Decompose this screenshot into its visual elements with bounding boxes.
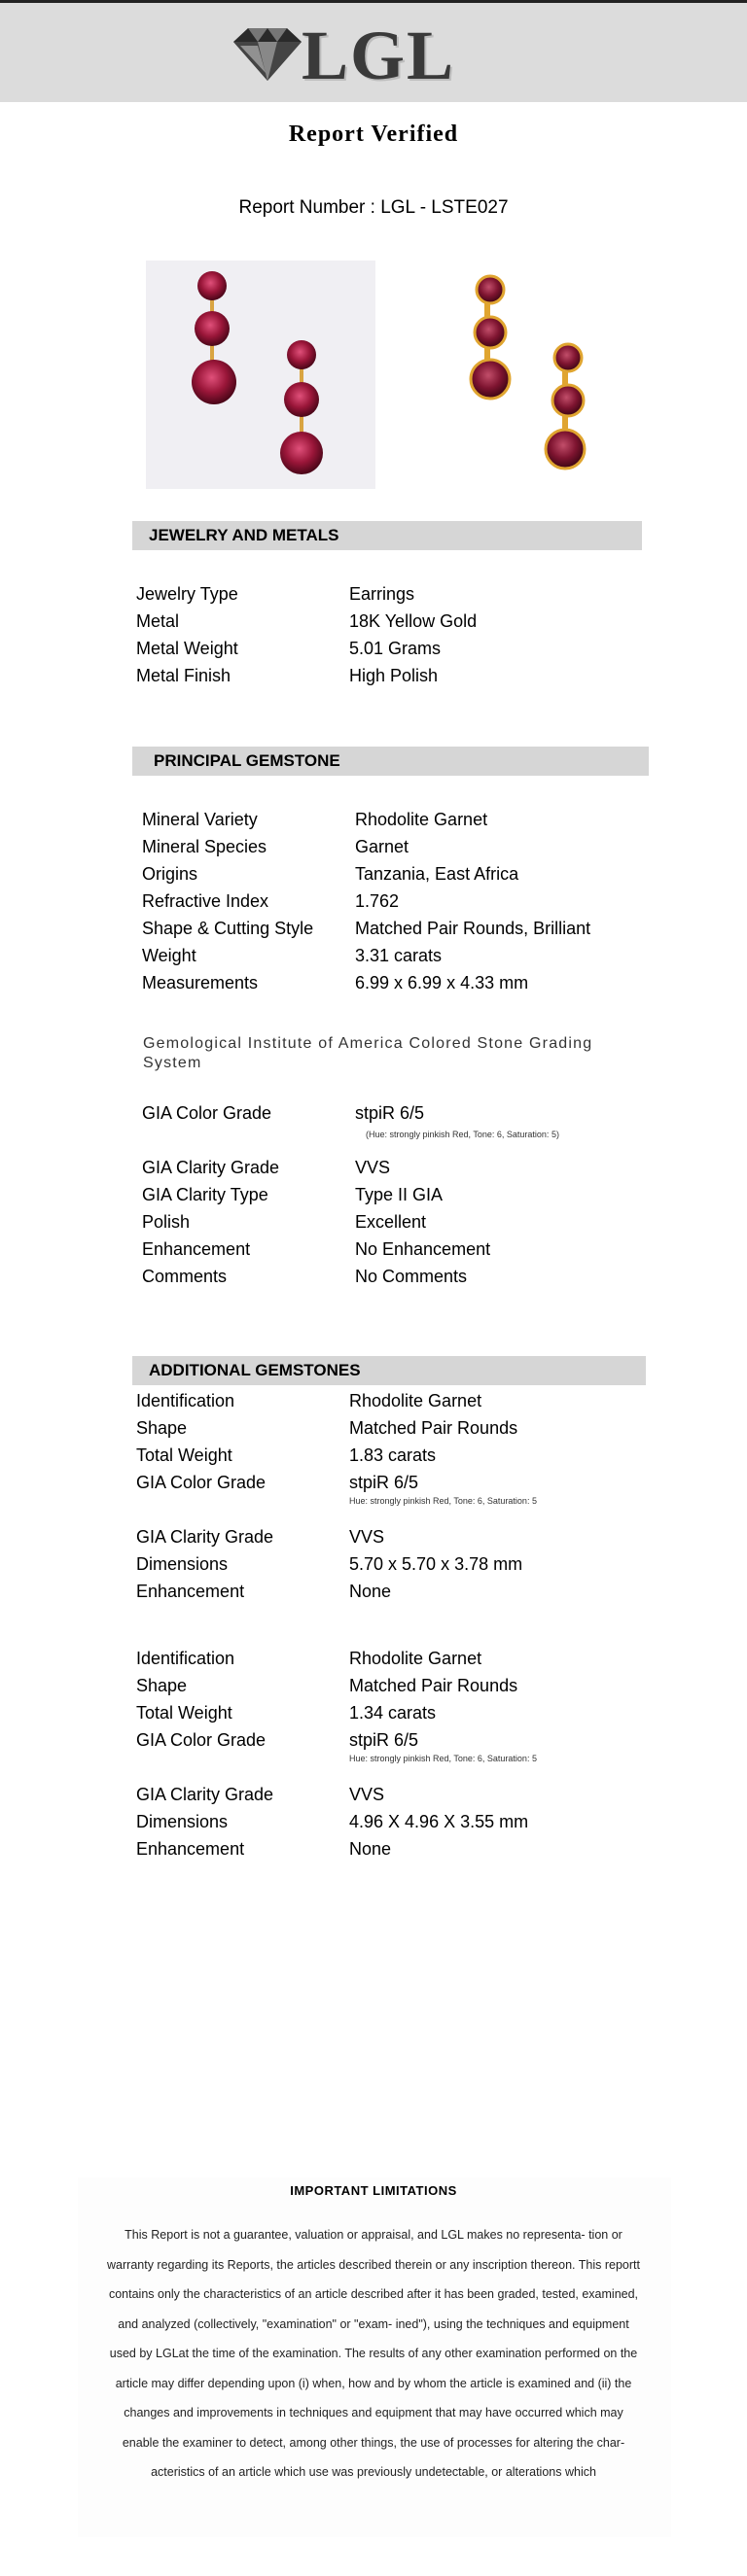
color-grade-note: (Hue: strongly pinkish Red, Tone: 6, Saturation: 5) xyxy=(366,1130,559,1139)
earring-photo-front xyxy=(146,261,375,489)
header-bar xyxy=(0,3,747,102)
row-value: stpiR 6/5 xyxy=(349,1730,419,1750)
row-value: Matched Pair Rounds xyxy=(349,1418,518,1438)
lgl-logo[interactable] xyxy=(229,15,481,92)
row-label: GIA Clarity Grade xyxy=(136,1527,274,1547)
page-title: Report Verified xyxy=(288,122,459,147)
row-value: 1.762 xyxy=(355,891,400,911)
row-label: Shape & Cutting Style xyxy=(142,919,314,938)
limitations-title: IMPORTANT LIMITATIONS xyxy=(290,2183,457,2198)
principal-section-heading: PRINCIPAL GEMSTONE xyxy=(132,747,649,776)
row-label: Total Weight xyxy=(136,1445,232,1465)
row-value: VVS xyxy=(355,1158,391,1177)
row-label: Shape xyxy=(136,1418,188,1438)
additional-section-heading: ADDITIONAL GEMSTONES xyxy=(132,1356,646,1385)
gia-grading-system-note: Gemological Institute of America Colored Stone Grading System xyxy=(143,1035,593,1071)
row-value: 5.70 x 5.70 x 3.78 mm xyxy=(349,1554,523,1574)
row-label: Metal Finish xyxy=(136,666,231,685)
logo-text: LGL xyxy=(302,17,456,94)
row-value: No Enhancement xyxy=(355,1239,491,1259)
row-label: GIA Clarity Grade xyxy=(142,1158,280,1177)
row-label: Metal Weight xyxy=(136,639,238,658)
row-label: Total Weight xyxy=(136,1703,232,1723)
row-value: 3.31 carats xyxy=(355,946,443,965)
row-label: GIA Color Grade xyxy=(142,1103,272,1123)
row-label: Dimensions xyxy=(136,1812,229,1831)
row-value: 1.34 carats xyxy=(349,1703,437,1723)
row-value: Excellent xyxy=(355,1212,427,1232)
diamond-icon xyxy=(229,24,306,83)
row-label: Enhancement xyxy=(136,1839,245,1859)
row-value: Rhodolite Garnet xyxy=(355,810,488,829)
row-value: No Comments xyxy=(355,1267,468,1286)
row-label: Shape xyxy=(136,1676,188,1695)
report-number: Report Number : LGL - LSTE027 xyxy=(238,197,509,218)
row-value: Rhodolite Garnet xyxy=(349,1649,482,1668)
row-label: Dimensions xyxy=(136,1554,229,1574)
row-label: Measurements xyxy=(142,973,259,992)
row-label: Identification xyxy=(136,1391,235,1410)
row-value: stpiR 6/5 xyxy=(355,1103,425,1123)
row-label: Mineral Variety xyxy=(142,810,258,829)
row-label: Enhancement xyxy=(142,1239,251,1259)
row-value: Rhodolite Garnet xyxy=(349,1391,482,1410)
row-value: Tanzania, East Africa xyxy=(355,864,519,884)
row-value: Garnet xyxy=(355,837,409,856)
jewelry-section-heading: JEWELRY AND METALS xyxy=(132,521,642,550)
row-label: Enhancement xyxy=(136,1582,245,1601)
row-label: Polish xyxy=(142,1212,191,1232)
row-value: None xyxy=(349,1839,392,1859)
row-value: 5.01 Grams xyxy=(349,639,442,658)
row-label: Metal xyxy=(136,611,180,631)
row-label: Jewelry Type xyxy=(136,584,238,604)
color-grade-note: Hue: strongly pinkish Red, Tone: 6, Saturation: 5 xyxy=(349,1754,537,1763)
color-grade-note: Hue: strongly pinkish Red, Tone: 6, Saturation: 5 xyxy=(349,1496,537,1506)
row-value: 1.83 carats xyxy=(349,1445,437,1465)
row-value: Earrings xyxy=(349,584,415,604)
row-value: stpiR 6/5 xyxy=(349,1473,419,1492)
row-label: Weight xyxy=(142,946,196,965)
row-value: VVS xyxy=(349,1785,385,1804)
row-label: GIA Color Grade xyxy=(136,1730,267,1750)
row-value: 4.96 X 4.96 X 3.55 mm xyxy=(349,1812,529,1831)
row-value: None xyxy=(349,1582,392,1601)
row-label: Identification xyxy=(136,1649,235,1668)
row-label: GIA Color Grade xyxy=(136,1473,267,1492)
row-value: Matched Pair Rounds xyxy=(349,1676,518,1695)
row-label: Origins xyxy=(142,864,198,884)
row-label: Comments xyxy=(142,1267,228,1286)
row-label: Mineral Species xyxy=(142,837,267,856)
limitations-text: This Report is not a guarantee, valuation or appraisal, and LGL makes no representa- tion or warranty regarding its Reports, the articles described therein or any inscription thereon. This reportt contains only the characteristics of an article described after it has been graded, tested, examined, and analyzed (collectively, "examination" or "exam- ined"), using the techniques and equipment used by LGLat the time of the examination. The results of any other examination performed on the article may differ depending upon (i) when, how and by whom the article is examined and (ii) the changes and improvements in techniques and equipment that may have occurred which may enable the examiner to detect, among other things, the use of processes for altering the char- acteristics of an article which use was previously undetectable, or alterations which xyxy=(107,2228,640,2479)
row-value: VVS xyxy=(349,1527,385,1547)
row-label: Refractive Index xyxy=(142,891,269,911)
earring-photo-side xyxy=(416,262,640,481)
row-label: GIA Clarity Type xyxy=(142,1185,268,1204)
row-value: Type II GIA xyxy=(355,1185,444,1204)
row-value: Matched Pair Rounds, Brilliant xyxy=(355,919,591,938)
row-value: 6.99 x 6.99 x 4.33 mm xyxy=(355,973,529,992)
row-label: GIA Clarity Grade xyxy=(136,1785,274,1804)
row-value: 18K Yellow Gold xyxy=(349,611,478,631)
row-value: High Polish xyxy=(349,666,439,685)
